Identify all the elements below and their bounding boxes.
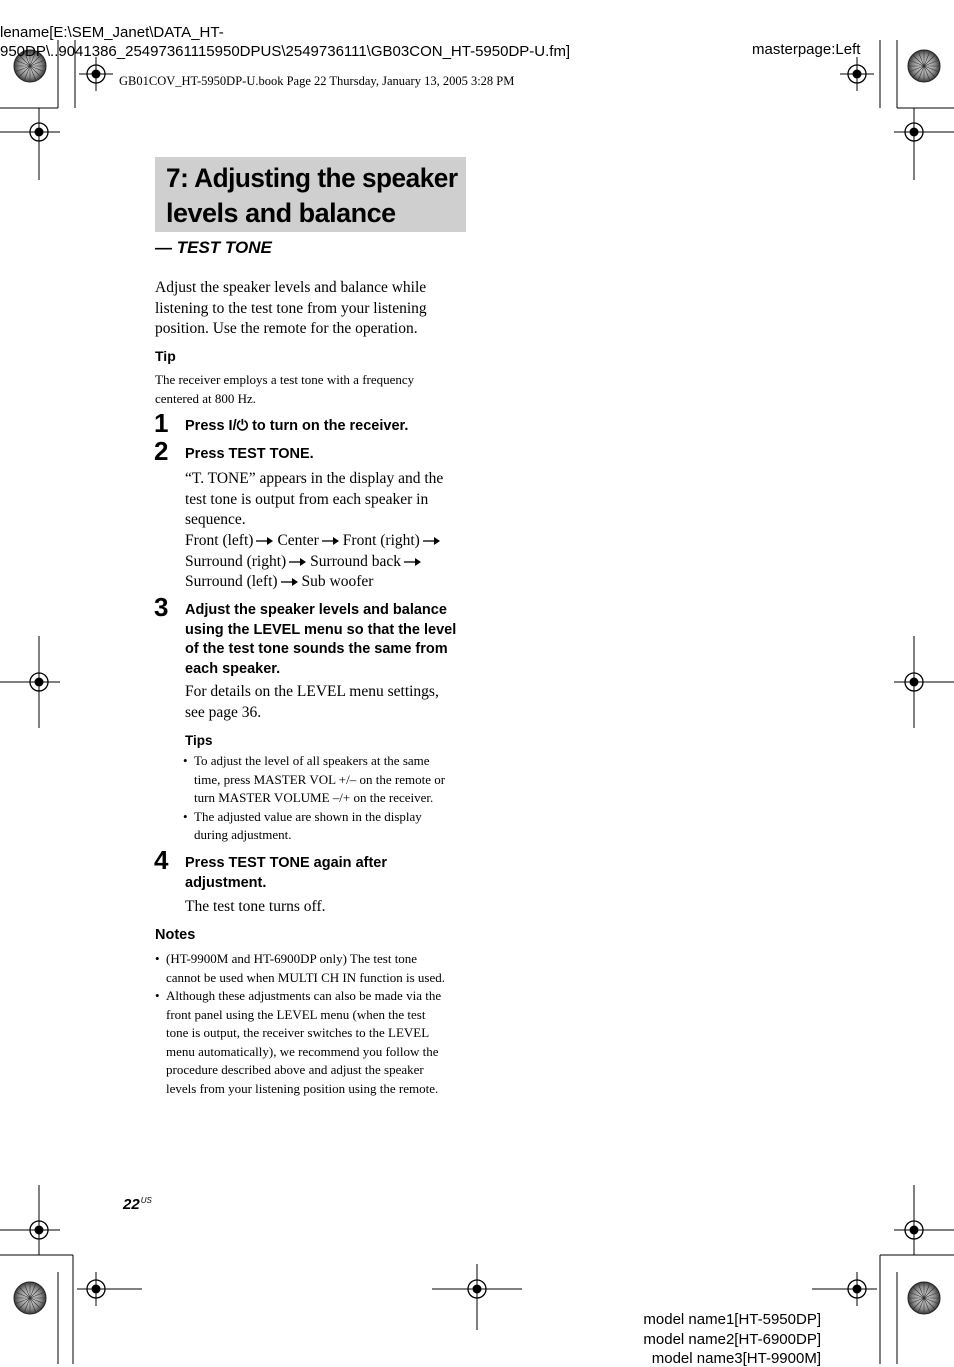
sequence-line bbox=[185, 572, 475, 593]
step-number: 2 bbox=[154, 436, 169, 466]
arrow-right-icon bbox=[404, 557, 422, 567]
model-name-3: model name3[HT-9900M] bbox=[651, 1350, 821, 1367]
tips-item: • To adjust the level of all speakers at the same time, press MASTER VOL +/– on the remote or turn MASTER VOLUME –/+ on the receiver. bbox=[183, 752, 473, 808]
step-title: Press I/⏻ to turn on the receiver. bbox=[185, 418, 409, 434]
step-title bbox=[185, 854, 470, 893]
step-title-line: using the LEVEL menu so that the level bbox=[185, 621, 457, 638]
step-4-body: The test tone turns off. bbox=[185, 898, 326, 915]
tips-list bbox=[183, 752, 473, 845]
star-target-icon bbox=[14, 1282, 46, 1314]
body-line: sequence. bbox=[185, 511, 246, 528]
arrow-right-icon bbox=[289, 557, 307, 567]
section-subtitle: — TEST TONE bbox=[155, 238, 272, 257]
section-title-line: levels and balance bbox=[166, 198, 396, 228]
step-title: Press TEST TONE. bbox=[185, 446, 314, 462]
sequence-item: Sub woofer bbox=[301, 573, 374, 590]
tips-label: Tips bbox=[185, 733, 213, 748]
registration-mark-icon bbox=[79, 57, 113, 91]
section-title-box bbox=[155, 157, 466, 232]
notes-item: • Although these adjustments can also be made via the front panel using the LEVEL menu (when the test tone is output, the receiver switches to the LEVEL menu automatically), we recommend you follow the procedure described above and adjust the speaker levels from your listening position using the remote. bbox=[155, 987, 475, 1098]
sequence-item: Front (left) bbox=[185, 532, 254, 549]
intro-line: position. Use the remote for the operation. bbox=[155, 320, 418, 337]
tip-text bbox=[155, 371, 414, 408]
body-line: For details on the LEVEL menu settings, bbox=[185, 683, 439, 700]
filename-line-2: 950DP\..9041386_25497361115950DPUS\2549736111\GB03CON_HT-5950DP-U.fm] bbox=[0, 43, 571, 60]
masterpage-label: masterpage:Left bbox=[752, 41, 861, 58]
notes-item: • (HT-9900M and HT-6900DP only) The test tone cannot be used when MULTI CH IN function is used. bbox=[155, 950, 475, 987]
star-target-icon bbox=[908, 50, 940, 82]
sequence-item: Surround (left) bbox=[185, 573, 278, 590]
step-title-line: of the test tone sounds the same from bbox=[185, 641, 448, 657]
body-line: test tone is output from each speaker in bbox=[185, 490, 429, 508]
sequence-item: Surround back bbox=[310, 552, 401, 570]
intro-paragraph bbox=[155, 278, 427, 340]
page-suffix: US bbox=[140, 1196, 152, 1205]
star-target-icon bbox=[908, 1282, 940, 1314]
step-title-line: Adjust the speaker levels and balance bbox=[185, 602, 447, 618]
step-number: 1 bbox=[154, 408, 169, 438]
step-title-line: Press TEST TONE again after bbox=[185, 855, 387, 871]
step-title-line: each speaker. bbox=[185, 660, 281, 677]
step-title-line: adjustment. bbox=[185, 874, 267, 891]
arrow-right-icon bbox=[256, 536, 274, 546]
step-title bbox=[185, 601, 470, 679]
page-number: $22^{US}$ bbox=[123, 1196, 152, 1213]
arrow-right-icon bbox=[423, 536, 441, 546]
step-3-body bbox=[185, 682, 475, 723]
sequence-line bbox=[185, 531, 475, 552]
sequence-item: Surround (right) bbox=[185, 552, 287, 570]
step-2-body bbox=[185, 469, 475, 531]
notes-list bbox=[155, 950, 475, 1098]
registration-mark-icon bbox=[840, 57, 874, 91]
step-number: 4 bbox=[154, 845, 169, 875]
notes-label: Notes bbox=[155, 927, 196, 943]
body-line: see page 36. bbox=[185, 703, 262, 721]
model-name-1: model name1[HT-5950DP] bbox=[643, 1311, 821, 1328]
body-line: “T. TONE” appears in the display and the bbox=[185, 470, 444, 487]
speaker-sequence bbox=[185, 531, 475, 593]
tip-line: centered at 800 Hz. bbox=[155, 390, 257, 406]
arrow-right-icon bbox=[322, 536, 340, 546]
sequence-item: Front (right) bbox=[342, 532, 420, 549]
step-number: 3 bbox=[154, 592, 169, 622]
sequence-line bbox=[185, 552, 475, 573]
intro-line: Adjust the speaker levels and balance while bbox=[155, 279, 427, 296]
tips-item: • The adjusted value are shown in the display during adjustment. bbox=[183, 808, 473, 845]
filename-line-1: lename[E:\SEM_Janet\DATA_HT- bbox=[0, 24, 224, 41]
section-title-line: 7: Adjusting the speaker bbox=[166, 163, 458, 193]
book-info-line: GB01COV_HT-5950DP-U.book Page 22 Thursday, January 13, 2005 3:28 PM bbox=[119, 74, 515, 88]
model-name-2: model name2[HT-6900DP] bbox=[643, 1331, 821, 1348]
tip-line: The receiver employs a test tone with a frequency bbox=[155, 372, 415, 387]
sequence-item: Center bbox=[277, 532, 319, 549]
intro-line: listening to the test tone from your listening bbox=[155, 299, 427, 317]
arrow-right-icon bbox=[281, 577, 299, 587]
tip-label: Tip bbox=[155, 348, 176, 364]
